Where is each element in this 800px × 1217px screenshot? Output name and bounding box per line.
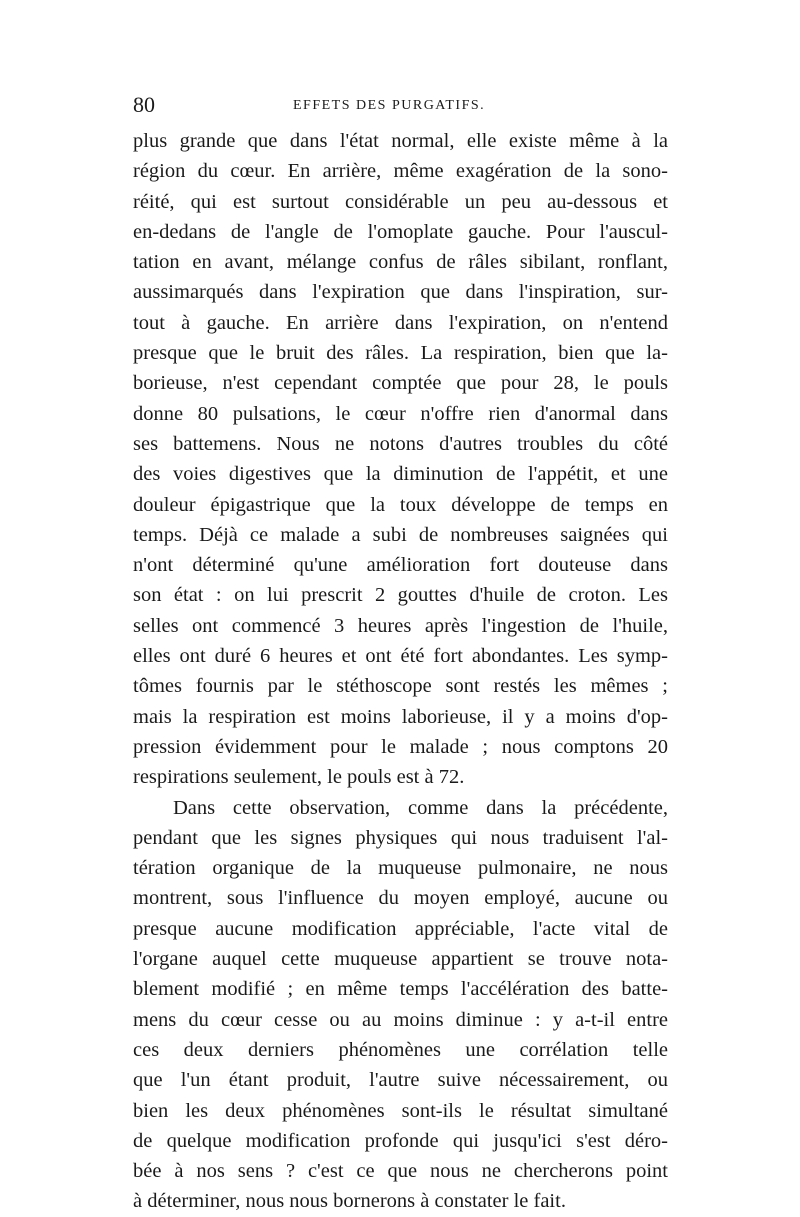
text-line: donne 80 pulsations, le cœur n'offre rien d'anormal dans <box>133 402 668 425</box>
text-line: tout à gauche. En arrière dans l'expiration, on n'entend <box>133 311 668 334</box>
text-line: tération organique de la muqueuse pulmonaire, ne nous <box>133 857 668 880</box>
text-line: blement modifié ; en même temps l'accélération des batte- <box>133 978 668 1001</box>
text-line: des voies digestives que la diminution de l'appétit, et une <box>133 463 668 486</box>
text-line: pression évidemment pour le malade ; nous comptons 20 <box>133 735 668 758</box>
text-line: en-dedans de l'angle de l'omoplate gauche. Pour l'auscul- <box>133 220 668 243</box>
text-line: tation en avant, mélange confus de râles sibilant, ronflant, <box>133 251 668 274</box>
text-line: mens du cœur cesse ou au moins diminue : y a-t-il entre <box>133 1008 668 1031</box>
text-line: presque aucune modification appréciable, l'acte vital de <box>133 917 668 940</box>
text-line: aussimarqués dans l'expiration que dans l'inspiration, sur- <box>133 281 668 304</box>
text-line: respirations seulement, le pouls est à 72. <box>133 766 465 789</box>
text-line: tômes fournis par le stéthoscope sont restés les mêmes ; <box>133 675 668 698</box>
text-line: douleur épigastrique que la toux développe de temps en <box>133 493 668 516</box>
text-line: selles ont commencé 3 heures après l'ingestion de l'huile, <box>133 614 668 637</box>
text-line: elles ont duré 6 heures et ont été fort abondantes. Les symp- <box>133 645 668 668</box>
text-line: pendant que les signes physiques qui nous traduisent l'al- <box>133 826 668 849</box>
text-line: mais la respiration est moins laborieuse, il y a moins d'op- <box>133 705 668 728</box>
text-line: que l'un étant produit, l'autre suive nécessairement, ou <box>133 1069 668 1092</box>
text-line: l'organe auquel cette muqueuse appartient se trouve nota- <box>133 948 668 971</box>
text-line: à déterminer, nous nous bornerons à constater le fait. <box>133 1190 566 1213</box>
text-line: ces deux derniers phénomènes une corrélation telle <box>133 1038 668 1061</box>
text-line: réité, qui est surtout considérable un peu au-dessous et <box>133 190 668 213</box>
paragraph-2 <box>133 793 668 1217</box>
text-line: ses battemens. Nous ne notons d'autres troubles du côté <box>133 432 668 455</box>
text-line: bien les deux phénomènes sont-ils le résultat simultané <box>133 1099 668 1122</box>
text-line: région du cœur. En arrière, même exagération de la sono- <box>133 160 668 183</box>
page-header <box>133 92 668 118</box>
text-line: Dans cette observation, comme dans la précédente, <box>173 796 668 819</box>
text-line: borieuse, n'est cependant comptée que pour 28, le pouls <box>133 372 668 395</box>
body-text <box>133 126 668 1217</box>
text-line: son état : on lui prescrit 2 gouttes d'huile de croton. Les <box>133 584 668 607</box>
page-number: 80 <box>133 92 155 117</box>
paragraph-1 <box>133 126 668 793</box>
text-line: presque que le bruit des râles. La respiration, bien que la- <box>133 342 668 365</box>
text-line: n'ont déterminé qu'une amélioration fort douteuse dans <box>133 554 668 577</box>
text-line: de quelque modification profonde qui jusqu'ici s'est déro- <box>133 1129 668 1152</box>
text-line: montrent, sous l'influence du moyen employé, aucune ou <box>133 887 668 910</box>
running-head: EFFETS DES PURGATIFS. <box>293 98 486 113</box>
text-line: bée à nos sens ? c'est ce que nous ne chercherons point <box>133 1160 668 1183</box>
text-line: plus grande que dans l'état normal, elle existe même à la <box>133 130 668 152</box>
text-line: temps. Déjà ce malade a subi de nombreuses saignées qui <box>133 523 668 546</box>
